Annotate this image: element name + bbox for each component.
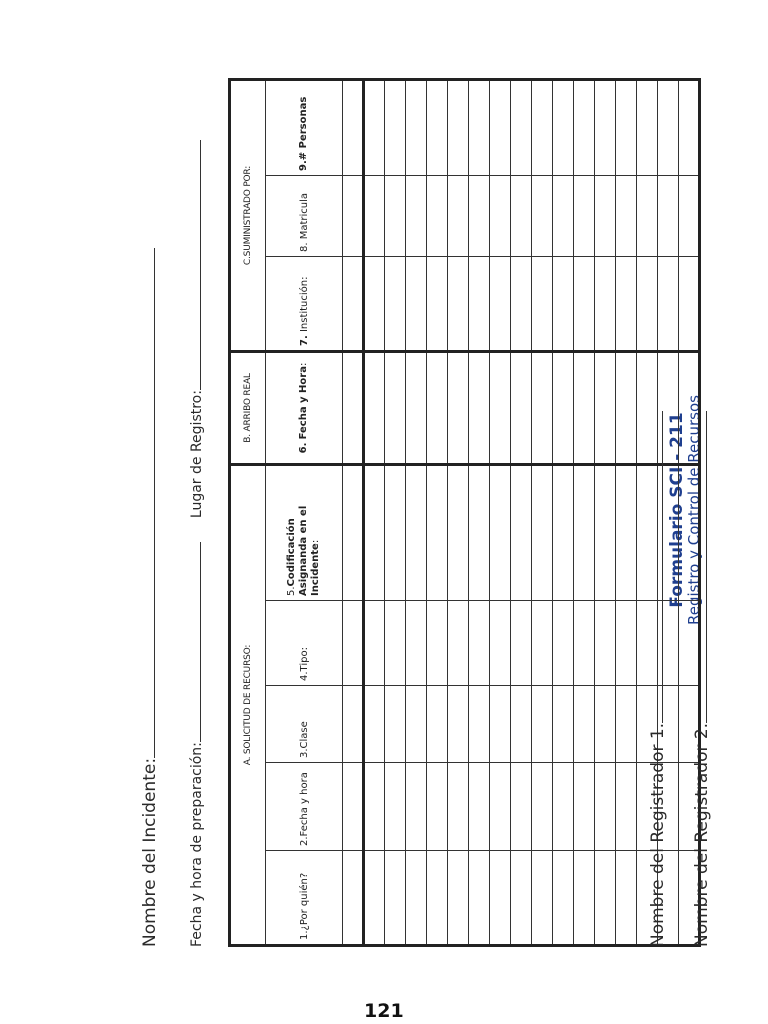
table-cell[interactable]: [532, 686, 553, 763]
table-cell[interactable]: [637, 176, 658, 257]
table-cell[interactable]: [511, 851, 532, 946]
incident-name-line[interactable]: [140, 248, 155, 758]
table-cell[interactable]: [511, 763, 532, 851]
table-cell[interactable]: [595, 686, 616, 763]
resource-table: [228, 78, 701, 947]
table-cell[interactable]: [595, 257, 616, 352]
form-page: [80, 60, 730, 960]
table-cell[interactable]: [490, 763, 511, 851]
table-cell[interactable]: [406, 352, 427, 465]
table-cell[interactable]: [616, 257, 637, 352]
table-cell[interactable]: [637, 257, 658, 352]
section-a-header: A. SOLICITUD DE RECURSO:: [230, 465, 266, 946]
table-cell[interactable]: [427, 257, 448, 352]
table-cell[interactable]: [595, 851, 616, 946]
registrar-2-field: [692, 411, 712, 947]
table-cell[interactable]: [574, 257, 595, 352]
table-cell[interactable]: [343, 601, 364, 686]
table-cell[interactable]: [490, 601, 511, 686]
table-row: [469, 80, 490, 946]
table-cell[interactable]: [406, 851, 427, 946]
table-cell[interactable]: [574, 686, 595, 763]
table-cell[interactable]: [532, 851, 553, 946]
registrar-2-label: Nombre del Registrador 2.: [692, 722, 712, 947]
table-cell[interactable]: [553, 176, 574, 257]
table-cell[interactable]: [343, 465, 364, 601]
col-header-matricula: 8. Matricula: [266, 176, 343, 257]
table-cell[interactable]: [490, 686, 511, 763]
table-cell[interactable]: [595, 465, 616, 601]
table-cell[interactable]: [469, 80, 490, 176]
table-cell[interactable]: [448, 465, 469, 601]
table-cell[interactable]: [574, 763, 595, 851]
col-header-tipo: 4.Tipo:: [266, 601, 343, 686]
table-cell[interactable]: [406, 763, 427, 851]
table-cell[interactable]: [448, 80, 469, 176]
table-cell[interactable]: [658, 257, 679, 352]
table-cell[interactable]: [364, 257, 385, 352]
place-label: Lugar de Registro:: [189, 390, 205, 519]
table-cell[interactable]: [469, 465, 490, 601]
table-cell[interactable]: [343, 686, 364, 763]
table-cell[interactable]: [385, 176, 406, 257]
table-cell[interactable]: [511, 686, 532, 763]
table-cell[interactable]: [343, 257, 364, 352]
table-cell[interactable]: [427, 601, 448, 686]
registrar-1-field: [648, 411, 668, 947]
table-row: [490, 80, 511, 946]
table-cell[interactable]: [364, 851, 385, 946]
table-row: [343, 80, 364, 946]
registrar-1-line[interactable]: [648, 411, 663, 723]
table-cell[interactable]: [616, 601, 637, 686]
table-cell[interactable]: [616, 465, 637, 601]
table-cell[interactable]: [469, 352, 490, 465]
table-row: [406, 80, 427, 946]
form-subtitle: Registro y Control de Recursos: [685, 395, 703, 626]
table-cell[interactable]: [448, 176, 469, 257]
table-cell[interactable]: [448, 686, 469, 763]
table-cell[interactable]: [364, 465, 385, 601]
table-cell[interactable]: [490, 257, 511, 352]
table-cell[interactable]: [658, 176, 679, 257]
table-cell[interactable]: [679, 80, 700, 176]
table-cell[interactable]: [469, 686, 490, 763]
table-cell[interactable]: [595, 80, 616, 176]
table-cell[interactable]: [427, 686, 448, 763]
table-cell[interactable]: [364, 80, 385, 176]
table-cell[interactable]: [385, 257, 406, 352]
form-title: Formulario SCI - 211: [667, 412, 687, 608]
table-cell[interactable]: [448, 851, 469, 946]
table-cell[interactable]: [406, 257, 427, 352]
page-number: 121: [364, 1000, 404, 1022]
table-cell[interactable]: [616, 352, 637, 465]
table-cell[interactable]: [364, 601, 385, 686]
table-cell[interactable]: [658, 80, 679, 176]
col-header-arribo-fecha-hora: 6. Fecha y Hora:: [266, 352, 343, 465]
table-cell[interactable]: [385, 80, 406, 176]
table-row: [574, 80, 595, 946]
col-header-codificacion: 5.Codificación Asignanda en el Incidente:: [266, 465, 343, 601]
table-cell[interactable]: [385, 686, 406, 763]
table-cell[interactable]: [574, 352, 595, 465]
table-cell[interactable]: [364, 763, 385, 851]
table-cell[interactable]: [574, 465, 595, 601]
table-cell[interactable]: [511, 601, 532, 686]
table-cell[interactable]: [343, 763, 364, 851]
table-row: [595, 80, 616, 946]
table-cell[interactable]: [532, 352, 553, 465]
incident-name-label: Nombre del Incidente:: [140, 757, 160, 947]
table-cell[interactable]: [553, 465, 574, 601]
table-cell[interactable]: [406, 176, 427, 257]
table-cell[interactable]: [469, 763, 490, 851]
registrar-2-line[interactable]: [692, 411, 707, 723]
table-cell[interactable]: [532, 257, 553, 352]
table-cell[interactable]: [385, 465, 406, 601]
table-cell[interactable]: [553, 763, 574, 851]
table-cell[interactable]: [511, 176, 532, 257]
table-cell[interactable]: [511, 465, 532, 601]
table-cell[interactable]: [490, 176, 511, 257]
table-cell[interactable]: [427, 763, 448, 851]
table-cell[interactable]: [469, 176, 490, 257]
table-row: [553, 80, 574, 946]
table-cell[interactable]: [595, 352, 616, 465]
table-cell[interactable]: [469, 601, 490, 686]
table-cell[interactable]: [679, 176, 700, 257]
registrar-1-label: Nombre del Registrador 1.: [648, 722, 668, 947]
col-header-fecha-hora: 2.Fecha y hora: [266, 763, 343, 851]
table-cell[interactable]: [406, 465, 427, 601]
incident-name-field: [140, 248, 160, 947]
place-line[interactable]: [186, 140, 201, 390]
table-cell[interactable]: [616, 851, 637, 946]
table-cell[interactable]: [679, 257, 700, 352]
table-cell[interactable]: [490, 465, 511, 601]
table-cell[interactable]: [448, 257, 469, 352]
table-cell[interactable]: [364, 176, 385, 257]
table-row: [511, 80, 532, 946]
table-cell[interactable]: [406, 601, 427, 686]
table-cell[interactable]: [364, 686, 385, 763]
table-cell[interactable]: [385, 352, 406, 465]
table-cell[interactable]: [532, 80, 553, 176]
table-cell[interactable]: [490, 80, 511, 176]
table-cell[interactable]: [427, 352, 448, 465]
table-cell[interactable]: [385, 601, 406, 686]
section-c-header: C.SUMINISTRADO POR:: [230, 80, 266, 352]
table-cell[interactable]: [427, 176, 448, 257]
table-cell[interactable]: [343, 80, 364, 176]
table-cell[interactable]: [469, 257, 490, 352]
table-cell[interactable]: [574, 176, 595, 257]
table-cell[interactable]: [427, 851, 448, 946]
table-cell[interactable]: [490, 851, 511, 946]
table-cell[interactable]: [553, 352, 574, 465]
col-header-por-quien: 1.¿Por quién?: [266, 851, 343, 946]
table-row: [364, 80, 385, 946]
col-header-institucion: 7. Institución:: [266, 257, 343, 352]
table-cell[interactable]: [595, 763, 616, 851]
table-cell[interactable]: [553, 851, 574, 946]
table-cell[interactable]: [532, 601, 553, 686]
col-header-personas: 9.# Personas: [266, 80, 343, 176]
table-cell[interactable]: [574, 851, 595, 946]
table-cell[interactable]: [553, 80, 574, 176]
table-cell[interactable]: [637, 80, 658, 176]
table-cell[interactable]: [553, 686, 574, 763]
table-cell[interactable]: [490, 352, 511, 465]
table-cell[interactable]: [448, 352, 469, 465]
prep-datetime-line[interactable]: [186, 542, 201, 742]
table-cell[interactable]: [343, 176, 364, 257]
table-cell[interactable]: [448, 601, 469, 686]
table-cell[interactable]: [427, 80, 448, 176]
table-cell[interactable]: [616, 686, 637, 763]
table-cell[interactable]: [553, 257, 574, 352]
table-cell[interactable]: [616, 176, 637, 257]
col-header-clase: 3.Clase: [266, 686, 343, 763]
table-cell[interactable]: [385, 763, 406, 851]
table-cell[interactable]: [595, 601, 616, 686]
table-row: [385, 80, 406, 946]
prep-datetime-label: Fecha y hora de preparación:: [189, 742, 205, 947]
table-cell[interactable]: [532, 465, 553, 601]
table-cell[interactable]: [553, 601, 574, 686]
table-row: [427, 80, 448, 946]
table-cell[interactable]: [343, 851, 364, 946]
table-cell[interactable]: [406, 80, 427, 176]
section-b-header: B. ARRIBO REAL: [230, 352, 266, 465]
table-cell[interactable]: [427, 465, 448, 601]
table-cell[interactable]: [616, 763, 637, 851]
table-cell[interactable]: [511, 80, 532, 176]
table-cell[interactable]: [532, 176, 553, 257]
table-cell[interactable]: [616, 80, 637, 176]
table-cell[interactable]: [385, 851, 406, 946]
table-cell[interactable]: [574, 601, 595, 686]
table-cell[interactable]: [469, 851, 490, 946]
table-cell[interactable]: [364, 352, 385, 465]
table-row: [448, 80, 469, 946]
table-cell[interactable]: [343, 352, 364, 465]
table-cell[interactable]: [511, 352, 532, 465]
table-cell[interactable]: [532, 763, 553, 851]
table-cell[interactable]: [595, 176, 616, 257]
table-row: [616, 80, 637, 946]
table-row: [532, 80, 553, 946]
prep-datetime-field: [186, 140, 205, 947]
table-cell[interactable]: [448, 763, 469, 851]
table-cell[interactable]: [574, 80, 595, 176]
table-cell[interactable]: [406, 686, 427, 763]
table-cell[interactable]: [511, 257, 532, 352]
